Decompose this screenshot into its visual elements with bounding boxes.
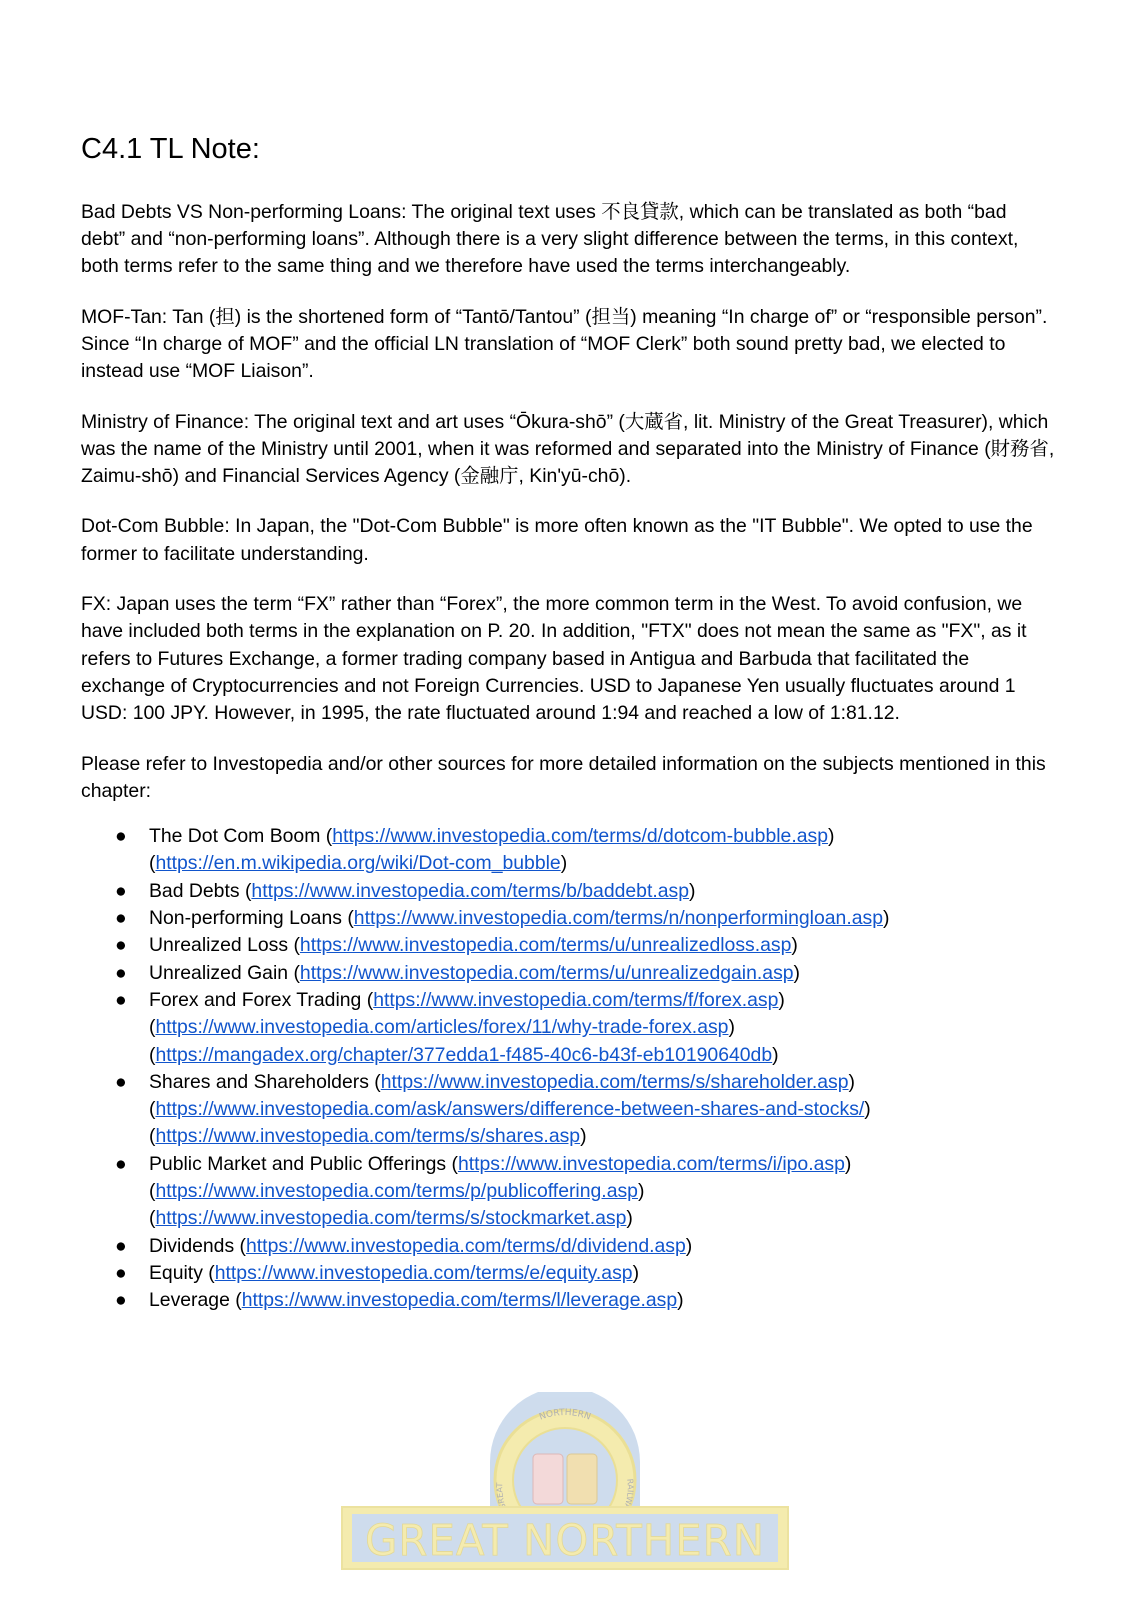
list-item: ● Shares and Shareholders (https://www.investopedia.com/terms/s/shareholder.asp)	[81, 1069, 1056, 1096]
reference-label: Dividends	[149, 1234, 240, 1257]
great-northern-logo	[340, 1392, 790, 1572]
reference-label: Equity	[149, 1261, 209, 1284]
list-item-continuation: (https://www.investopedia.com/terms/s/shares.asp)	[149, 1125, 587, 1148]
list-item-continuation: (https://www.investopedia.com/ask/answers/difference-between-shares-and-stocks/)	[149, 1098, 871, 1121]
reference-label: Unrealized Gain	[149, 961, 294, 984]
reference-link[interactable]: https://www.investopedia.com/ask/answers/difference-between-shares-and-stocks/	[155, 1098, 865, 1121]
bullet-icon: ●	[115, 825, 127, 848]
list-item: ● Public Market and Public Offerings (https://www.investopedia.com/terms/i/ipo.asp)	[81, 1151, 1056, 1178]
list-item-continuation: (https://www.investopedia.com/terms/p/publicoffering.asp)	[149, 1180, 645, 1202]
reference-link[interactable]: https://www.investopedia.com/terms/n/nonperformingloan.asp	[353, 907, 883, 930]
note-bad-debts: Bad Debts VS Non-performing Loans: The original text uses 不良貸款, which can be translated as both “bad debt” and “non-performing loans”. Although there is a very slight difference between the terms, in this context, both terms refer to the same thing and we therefore have used the terms interchangeably.	[81, 200, 1019, 278]
reference-link[interactable]: https://mangadex.org/chapter/377edda1-f485-40c6-b43f-eb10190640db	[155, 1043, 773, 1066]
reference-link[interactable]: https://www.investopedia.com/terms/l/leverage.asp	[241, 1289, 678, 1312]
list-item: ● Unrealized Loss (https://www.investopedia.com/terms/u/unrealizedloss.asp)	[81, 932, 1056, 959]
reference-label: Shares and Shareholders	[149, 1070, 375, 1093]
list-item-continuation: (https://mangadex.org/chapter/377edda1-f485-40c6-b43f-eb10190640db)	[149, 1043, 779, 1066]
reference-link[interactable]: https://www.investopedia.com/terms/d/dividend.asp	[246, 1234, 686, 1257]
bullet-icon: ●	[115, 988, 127, 1011]
list-item: ● Forex and Forex Trading (https://www.investopedia.com/terms/f/forex.asp)	[81, 987, 1056, 1014]
bullet-icon: ●	[115, 1289, 127, 1312]
bullet-icon: ●	[115, 1070, 127, 1093]
logo-ring-top-text: NORTHERN	[538, 1407, 592, 1423]
reference-label: The Dot Com Boom	[149, 825, 326, 848]
note-ministry-of-finance: Ministry of Finance: The original text and art uses “Ōkura-shō” (大蔵省, lit. Ministry of the Great Treasurer), which was the name of the Ministry until 2001, when it was reformed and separated into the Ministry of Finance (財務省, Zaimu-shō) and Financial Services Agency (金融庁, Kin'yū-chō).	[81, 410, 1055, 488]
logo-shield-right	[567, 1454, 597, 1504]
reference-label: Non-performing Loans	[149, 907, 348, 930]
reference-label: Bad Debts	[149, 879, 245, 902]
bullet-icon: ●	[115, 879, 127, 902]
reference-label: Public Market and Public Offerings	[149, 1152, 452, 1175]
reference-label: Leverage	[149, 1289, 236, 1312]
note-references-intro: Please refer to Investopedia and/or other sources for more detailed information on the subjects mentioned in this chapter:	[81, 752, 1046, 802]
bullet-icon: ●	[115, 934, 127, 957]
list-item: ● Bad Debts (https://www.investopedia.com/terms/b/baddebt.asp)	[81, 878, 1056, 905]
reference-link[interactable]: https://www.investopedia.com/terms/i/ipo.asp	[457, 1152, 845, 1175]
logo-wordmark: GREAT NORTHERN	[365, 1516, 765, 1566]
document-page	[81, 132, 1056, 1314]
bullet-icon: ●	[115, 961, 127, 984]
reference-link[interactable]: https://www.investopedia.com/articles/forex/11/why-trade-forex.asp	[155, 1016, 729, 1039]
bullet-icon: ●	[115, 1261, 127, 1284]
reference-link[interactable]: https://www.investopedia.com/terms/f/forex.asp	[373, 988, 779, 1011]
reference-link[interactable]: https://www.investopedia.com/terms/s/stockmarket.asp	[155, 1207, 627, 1230]
list-item: ● Unrealized Gain (https://www.investopedia.com/terms/u/unrealizedgain.asp)	[81, 960, 1056, 987]
bullet-icon: ●	[115, 907, 127, 930]
reference-link[interactable]: https://www.investopedia.com/terms/s/shareholder.asp	[380, 1070, 849, 1093]
logo-shield-left	[533, 1454, 563, 1504]
bullet-icon: ●	[115, 1152, 127, 1175]
list-item-continuation: (https://www.investopedia.com/terms/s/stockmarket.asp)	[149, 1207, 633, 1230]
note-mof-tan: MOF-Tan: Tan (担) is the shortened form of “Tantō/Tantou” (担当) meaning “In charge of” or “responsible person”. Since “In charge of MOF” and the official LN translation of “MOF Clerk” both sound pretty bad, we elected to instead use “MOF Liaison”.	[81, 305, 1048, 383]
list-item-continuation: (https://www.investopedia.com/articles/forex/11/why-trade-forex.asp)	[149, 1016, 735, 1039]
reference-list	[81, 823, 1056, 1314]
reference-link[interactable]: https://www.investopedia.com/terms/p/publicoffering.asp	[155, 1180, 638, 1202]
bullet-icon: ●	[115, 1234, 127, 1257]
page-title: C4.1 TL Note:	[81, 133, 260, 165]
list-item: ● The Dot Com Boom (https://www.investopedia.com/terms/d/dotcom-bubble.asp)	[81, 823, 1056, 850]
list-item: ● Non-performing Loans (https://www.investopedia.com/terms/n/nonperformingloan.asp)	[81, 905, 1056, 932]
logo-ring-left-text: REAT	[495, 1482, 507, 1505]
reference-link[interactable]: https://www.investopedia.com/terms/e/equity.asp	[214, 1261, 633, 1284]
list-item: ● Leverage (https://www.investopedia.com/terms/l/leverage.asp)	[81, 1287, 1056, 1314]
reference-link[interactable]: https://www.investopedia.com/terms/d/dotcom-bubble.asp	[332, 825, 828, 848]
note-dot-com-bubble: Dot-Com Bubble: In Japan, the "Dot-Com Bubble" is more often known as the "IT Bubble". We opted to use the former to facilitate understanding.	[81, 515, 1033, 565]
reference-link[interactable]: https://www.investopedia.com/terms/u/unrealizedloss.asp	[299, 934, 792, 957]
logo-ring-right-text: RAILW	[623, 1478, 635, 1505]
list-item: ● Dividends (https://www.investopedia.com/terms/d/dividend.asp)	[81, 1233, 1056, 1260]
list-item-continuation: (https://en.m.wikipedia.org/wiki/Dot-com_bubble)	[149, 852, 568, 875]
note-fx: FX: Japan uses the term “FX” rather than “Forex”, the more common term in the West. To avoid confusion, we have included both terms in the explanation on P. 20. In addition, "FTX" does not mean the same as "FX", as it refers to Futures Exchange, a former trading company based in Antigua and Barbuda that facilitated the exchange of Cryptocurrencies and not Foreign Currencies. USD to Japanese Yen usually fluctuates around 1 USD: 100 JPY. However, in 1995, the rate fluctuated around 1:94 and reached a low of 1:81.12.	[81, 593, 1027, 725]
list-item: ● Equity (https://www.investopedia.com/terms/e/equity.asp)	[81, 1260, 1056, 1287]
reference-link[interactable]: https://www.investopedia.com/terms/u/unrealizedgain.asp	[299, 961, 794, 984]
reference-link[interactable]: https://en.m.wikipedia.org/wiki/Dot-com_bubble	[155, 852, 561, 875]
reference-link[interactable]: https://www.investopedia.com/terms/b/baddebt.asp	[251, 879, 690, 902]
reference-label: Unrealized Loss	[149, 934, 294, 957]
reference-label: Forex and Forex Trading	[149, 988, 367, 1011]
reference-link[interactable]: https://www.investopedia.com/terms/s/shares.asp	[155, 1125, 581, 1148]
